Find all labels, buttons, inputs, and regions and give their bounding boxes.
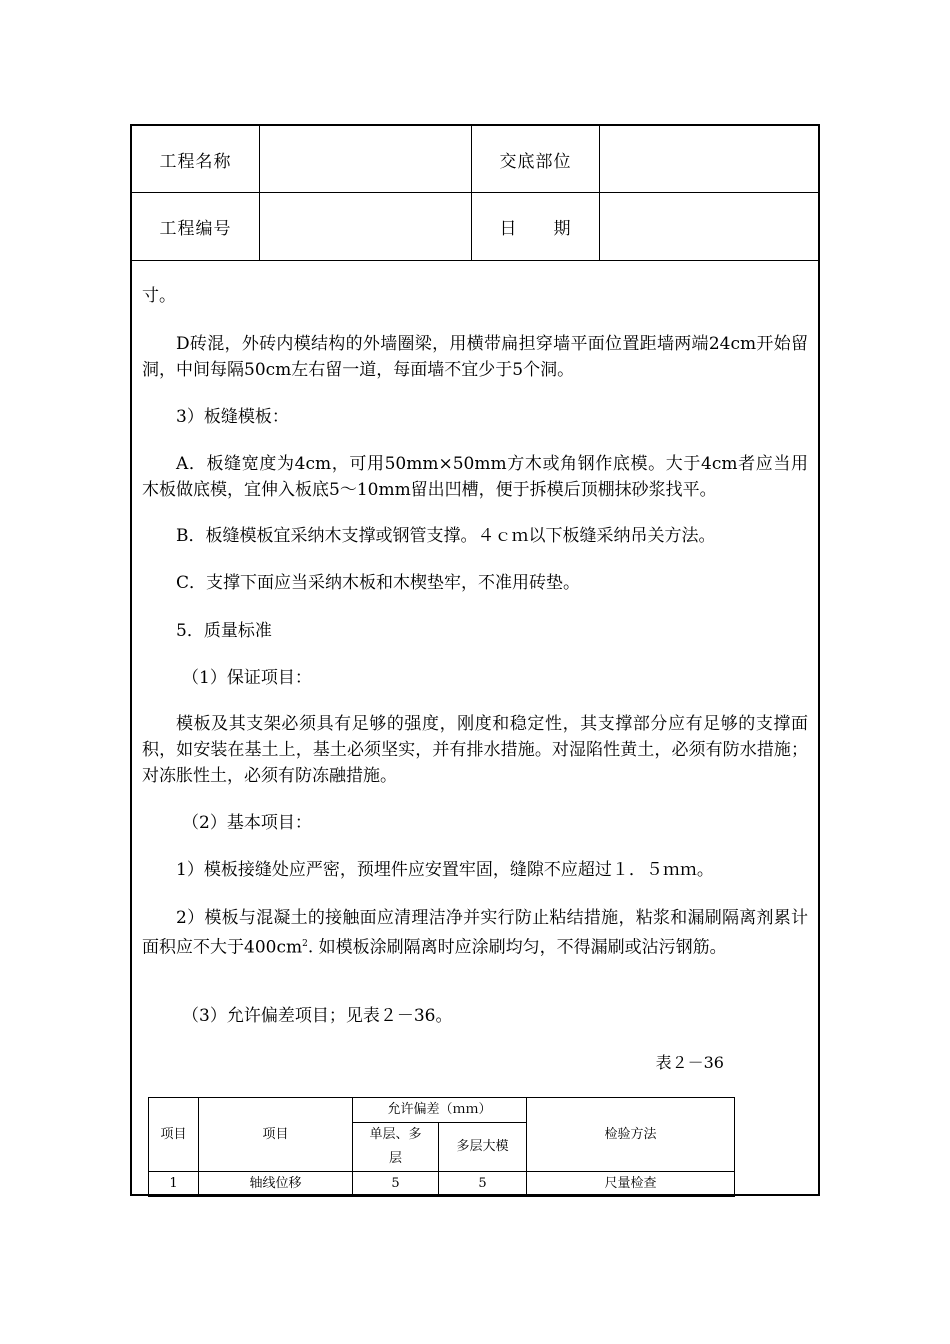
paragraph: C．支撑下面应当采纳木板和木楔垫牢，不准用砖垫。 <box>176 573 581 593</box>
table-row <box>149 1172 735 1197</box>
col-header-item: 项目 <box>199 1098 353 1172</box>
cell-single: 5 <box>353 1172 439 1197</box>
disclosure-sheet <box>130 124 820 1196</box>
deviation-table <box>148 1097 735 1197</box>
header-bottom-divider <box>132 260 818 261</box>
paragraph: A．板缝宽度为4cm，可用50mm×50mm方木或角钢作底模。大于4cm者应当用木板做底模，宜伸入板底5～10mm留出凹槽，便于拆模后顶棚抹砂浆找平。 <box>142 454 808 500</box>
paragraph: 寸。 <box>142 286 176 306</box>
project-number-label: 工程编号 <box>159 219 232 239</box>
cell-multi: 5 <box>439 1172 527 1197</box>
cell-method: 尺量检查 <box>527 1172 735 1197</box>
col-header-no: 项目 <box>149 1098 199 1172</box>
table-caption: 表２－36 <box>655 1053 724 1072</box>
cell-item: 轴线位移 <box>199 1172 353 1197</box>
subsection-heading: （3）允许偏差项目；见表２－36。 <box>182 1006 453 1026</box>
subsection-heading: （2）基本项目： <box>182 813 312 833</box>
paragraph: 2）模板与混凝土的接触面应清理洁净并实行防止粘结措施，粘浆和漏刷隔离剂累计面积应不大于$400cm^2$. 如模板涂刷隔离时应涂刷均匀，不得漏刷或沾污钢筋。 <box>142 908 808 958</box>
date-label: 日 期 <box>499 219 572 239</box>
superscript: 2 <box>302 939 308 949</box>
section-heading: 5．质量标准 <box>176 621 272 641</box>
cell-no: 1 <box>149 1172 199 1197</box>
subsection-heading: （1）保证项目： <box>182 668 312 688</box>
paragraph: D砖混，外砖内模结构的外墙圈梁，用横带扁担穿墙平面位置距墙两端24cm开始留洞，中间每隔50cm左右留一道，每面墙不宜少于5个洞。 <box>142 334 808 380</box>
project-name-field[interactable] <box>260 126 471 192</box>
col-header-method: 检验方法 <box>527 1098 735 1172</box>
paragraph: 模板及其支架必须具有足够的强度，刚度和稳定性，其支撑部分应有足够的支撑面积，如安装在基土上，基土必须坚实，并有排水措施。对湿陷性黄土，必须有防水措施；对冻胀性土，必须有防冻融措施。 <box>142 714 808 786</box>
disclosure-part-label: 交底部位 <box>499 151 572 172</box>
paragraph: 3）板缝模板： <box>176 407 289 427</box>
col-header-allowed: 允许偏差（ｍｍ） <box>353 1098 527 1123</box>
paragraph: 1）模板接缝处应严密，预埋件应安置牢固，缝隙不应超过１．５ｍｍ。 <box>176 860 714 880</box>
col-header-single: 单层、多层 <box>353 1123 439 1172</box>
paragraph: B．板缝模板宜采纳木支撑或钢管支撑。４ｃｍ以下板缝采纳吊关方法。 <box>176 526 716 546</box>
project-name-label: 工程名称 <box>159 151 232 172</box>
disclosure-part-field[interactable] <box>600 126 818 192</box>
col-header-multi: 多层大模 <box>439 1123 527 1172</box>
project-number-field[interactable] <box>260 193 471 260</box>
date-field[interactable] <box>600 193 818 260</box>
